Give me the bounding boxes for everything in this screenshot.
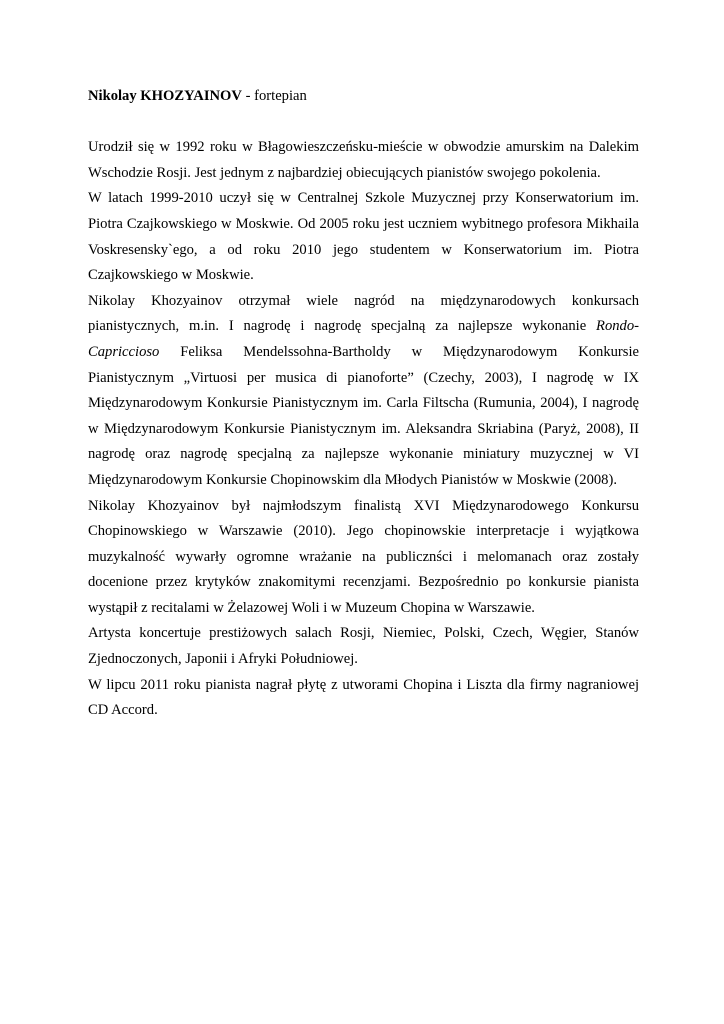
heading-separator: - — [241, 88, 255, 104]
awards-text-before: Nikolay Khozyainov otrzymał wiele nagród na międzynarodowych konkursach pianistycznych, m.in. I nagrodę i nagrodę specjalną za najlepsze wykonanie — [88, 292, 639, 335]
artist-instrument: fortepian — [254, 88, 307, 104]
paragraph-recording: W lipcu 2011 roku pianista nagrał płytę z utworami Chopina i Liszta dla firmy nagraniowej CD Accord. — [88, 676, 639, 719]
awards-work-title: Rondo-Capriccioso — [88, 318, 639, 360]
paragraph-education: W latach 1999-2010 uczył się w Centralnej Szkole Muzycznej przy Konserwatorium im. Piotra Czajkowskiego w Moskwie. Od 2005 roku jest uczniem wybitnego profesora Mikhaila Voskresensky`ego, a od roku 2010 jego studentem w Konserwatorium im. Piotra Czajkowskiego w Moskwie. — [88, 190, 639, 284]
awards-text-after: Feliksa Mendelssohna-Bartholdy w Międzynarodowym Konkursie Pianistycznym „Virtuosi per musica di pianoforte” (Czechy, 2003), I nagrodę w IX Międzynarodowym Konkursie Pianistycznym im. Carla Filtscha (Rumunia, 2004), I nagrodę w Międzynarodowym Konkursie Pianistycznym im. Aleksandra Skriabina (Paryż, 2008), II nagrodę oraz nagrodę specjalną za najlepsze wykonanie miniatury muzycznej w VI Międzynarodowym Konkursie Chopinowskim dla Młodych Pianistów w Moskwie (2008). — [88, 343, 639, 488]
document-body — [88, 84, 639, 724]
paragraph-birth: Urodził się w 1992 roku w Błagowieszczeńsku-mieście w obwodzie amurskim na Dalekim Wschodzie Rosji. Jest jednym z najbardziej obiecujących pianistów swojego pokolenia. — [88, 139, 639, 181]
paragraph-concerts: Artysta koncertuje prestiżowych salach Rosji, Niemiec, Polski, Czech, Węgier, Stanów Zjednoczonych, Japonii i Afryki Południowej. — [88, 625, 639, 668]
document-heading — [88, 84, 639, 110]
paragraph-awards — [88, 289, 639, 494]
paragraph-chopin-competition: Nikolay Khozyainov był najmłodszym finalistą XVI Międzynarodowego Konkursu Chopinowskiego w Warszawie (2010). Jego chopinowskie interpretacje i wyjątkowa muzykalność wywarły ogromne wrażanie na publicznści i melomanach oraz zostały docenione przez krytyków znakomitymi recenzjami. Bezpośrednio po konkursie pianista wystąpił z recitalami w Żelazowej Woli i w Muzeum Chopina w Warszawie. — [88, 497, 639, 616]
artist-name: Nikolay KHOZYAINOV — [88, 88, 242, 104]
